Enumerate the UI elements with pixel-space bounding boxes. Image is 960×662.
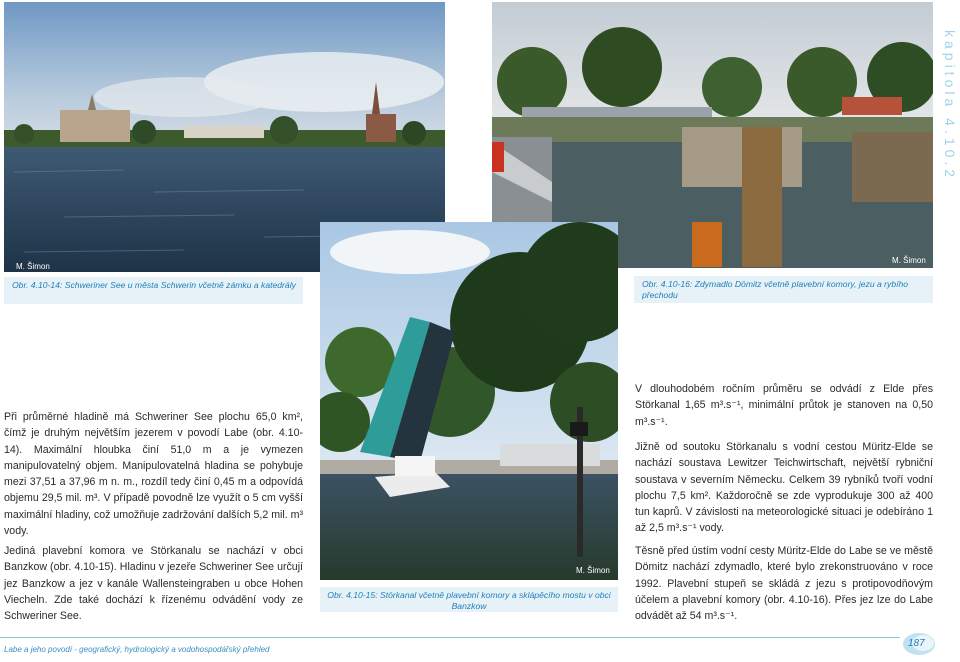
page-number: 187 xyxy=(908,638,925,649)
photo-credit: M. Šimon xyxy=(892,256,926,265)
caption-text: Störkanal včetně plavební komory a sklápěcího mostu v obci Banzkow xyxy=(380,590,611,611)
paragraph-elde-discharge: V dlouhodobém ročním průměru se odvádí z Elde přes Störkanal 1,65 m³.s⁻¹, minimální průtok je stanoven na 0,50 m³.s⁻¹. xyxy=(635,383,933,428)
caption-text: Schweriner See u města Schwerin včetně zámku a katedrály xyxy=(64,280,296,290)
photo-credit: M. Šimon xyxy=(16,262,50,271)
page-number-badge xyxy=(902,631,936,657)
footer-divider xyxy=(0,637,900,638)
paragraph-storkanal-lock: Jediná plavební komora ve Störkanalu se nachází v obci Banzkow (obr. 4.10-15). Hladinu v jezeře Schweriner See určují jez Banzkow a jez v kanále Wallensteingraben u obce Hohen Viecheln. Zde také dochází k řízenému odvádění vody ze Schweriner See. xyxy=(4,545,303,623)
footer-title: Labe a jeho povodí - geografický, hydrologický a vodohospodářský přehled xyxy=(4,645,270,654)
caption-label: Obr. 4.10-15: xyxy=(327,590,378,600)
paragraph-domitz-lock: Těsně před ústím vodní cesty Müritz-Elde do Labe se ve městě Dömitz nachází zdymadlo, které bylo zrekonstruováno v roce 1992. Plavební stupeň se skládá z jezu s protipovodňovým účelem a plavební komory (obr. 4.10-16). Přes jez lze do Labe odvádět až 54 m³.s⁻¹. xyxy=(635,545,933,623)
caption-fig-4-10-16 xyxy=(634,276,933,303)
caption-fig-4-10-14 xyxy=(4,277,303,304)
caption-text: Zdymadlo Dömitz včetně plavební komory, jezu a rybího přechodu xyxy=(642,279,909,300)
paragraph-schweriner-see: Při průměrné hladině má Schweriner See plochu 65,0 km², čímž je druhým největším jezerem v povodí Labe (obr. 4.10-14). Maximální hloubka činí 51,0 m a je vymezen manipulovatelný objem. Manipulovatelná hladina se pohybuje mezi 37,51 a 37,96 m n. m., rozdíl tedy činí 0,45 m a odpovídá objemu 29,5 mil. m³. V případě povodně lze využít o 5 cm vyšší maximální hladiny, což umožňuje zadržování dalších 5,2 mil. m³ vody. xyxy=(4,411,303,538)
photo-banzkow-bridge xyxy=(320,222,618,580)
chapter-label: kapitola 4.10.2 xyxy=(942,30,958,182)
paragraph-lewitzer-teichwirtschaft: Jižně od soutoku Störkanalu s vodní cestou Müritz-Elde se nachází soustava Lewitzer Teichwirtschaft, největší rybniční soustava v severním Německu. Celkem 39 rybníků tvoří vodní plochu 7,5 km². Každoročně se zde vyprodukuje 300 až 400 tun kaprů. V závislosti na meteorologické situaci je odebíráno 1 až 2,5 m³.s⁻¹ vody. xyxy=(635,441,933,535)
caption-fig-4-10-15 xyxy=(320,587,618,612)
photo-credit: M. Šimon xyxy=(576,566,610,575)
caption-label: Obr. 4.10-14: xyxy=(12,280,63,290)
caption-label: Obr. 4.10-16: xyxy=(642,279,693,289)
